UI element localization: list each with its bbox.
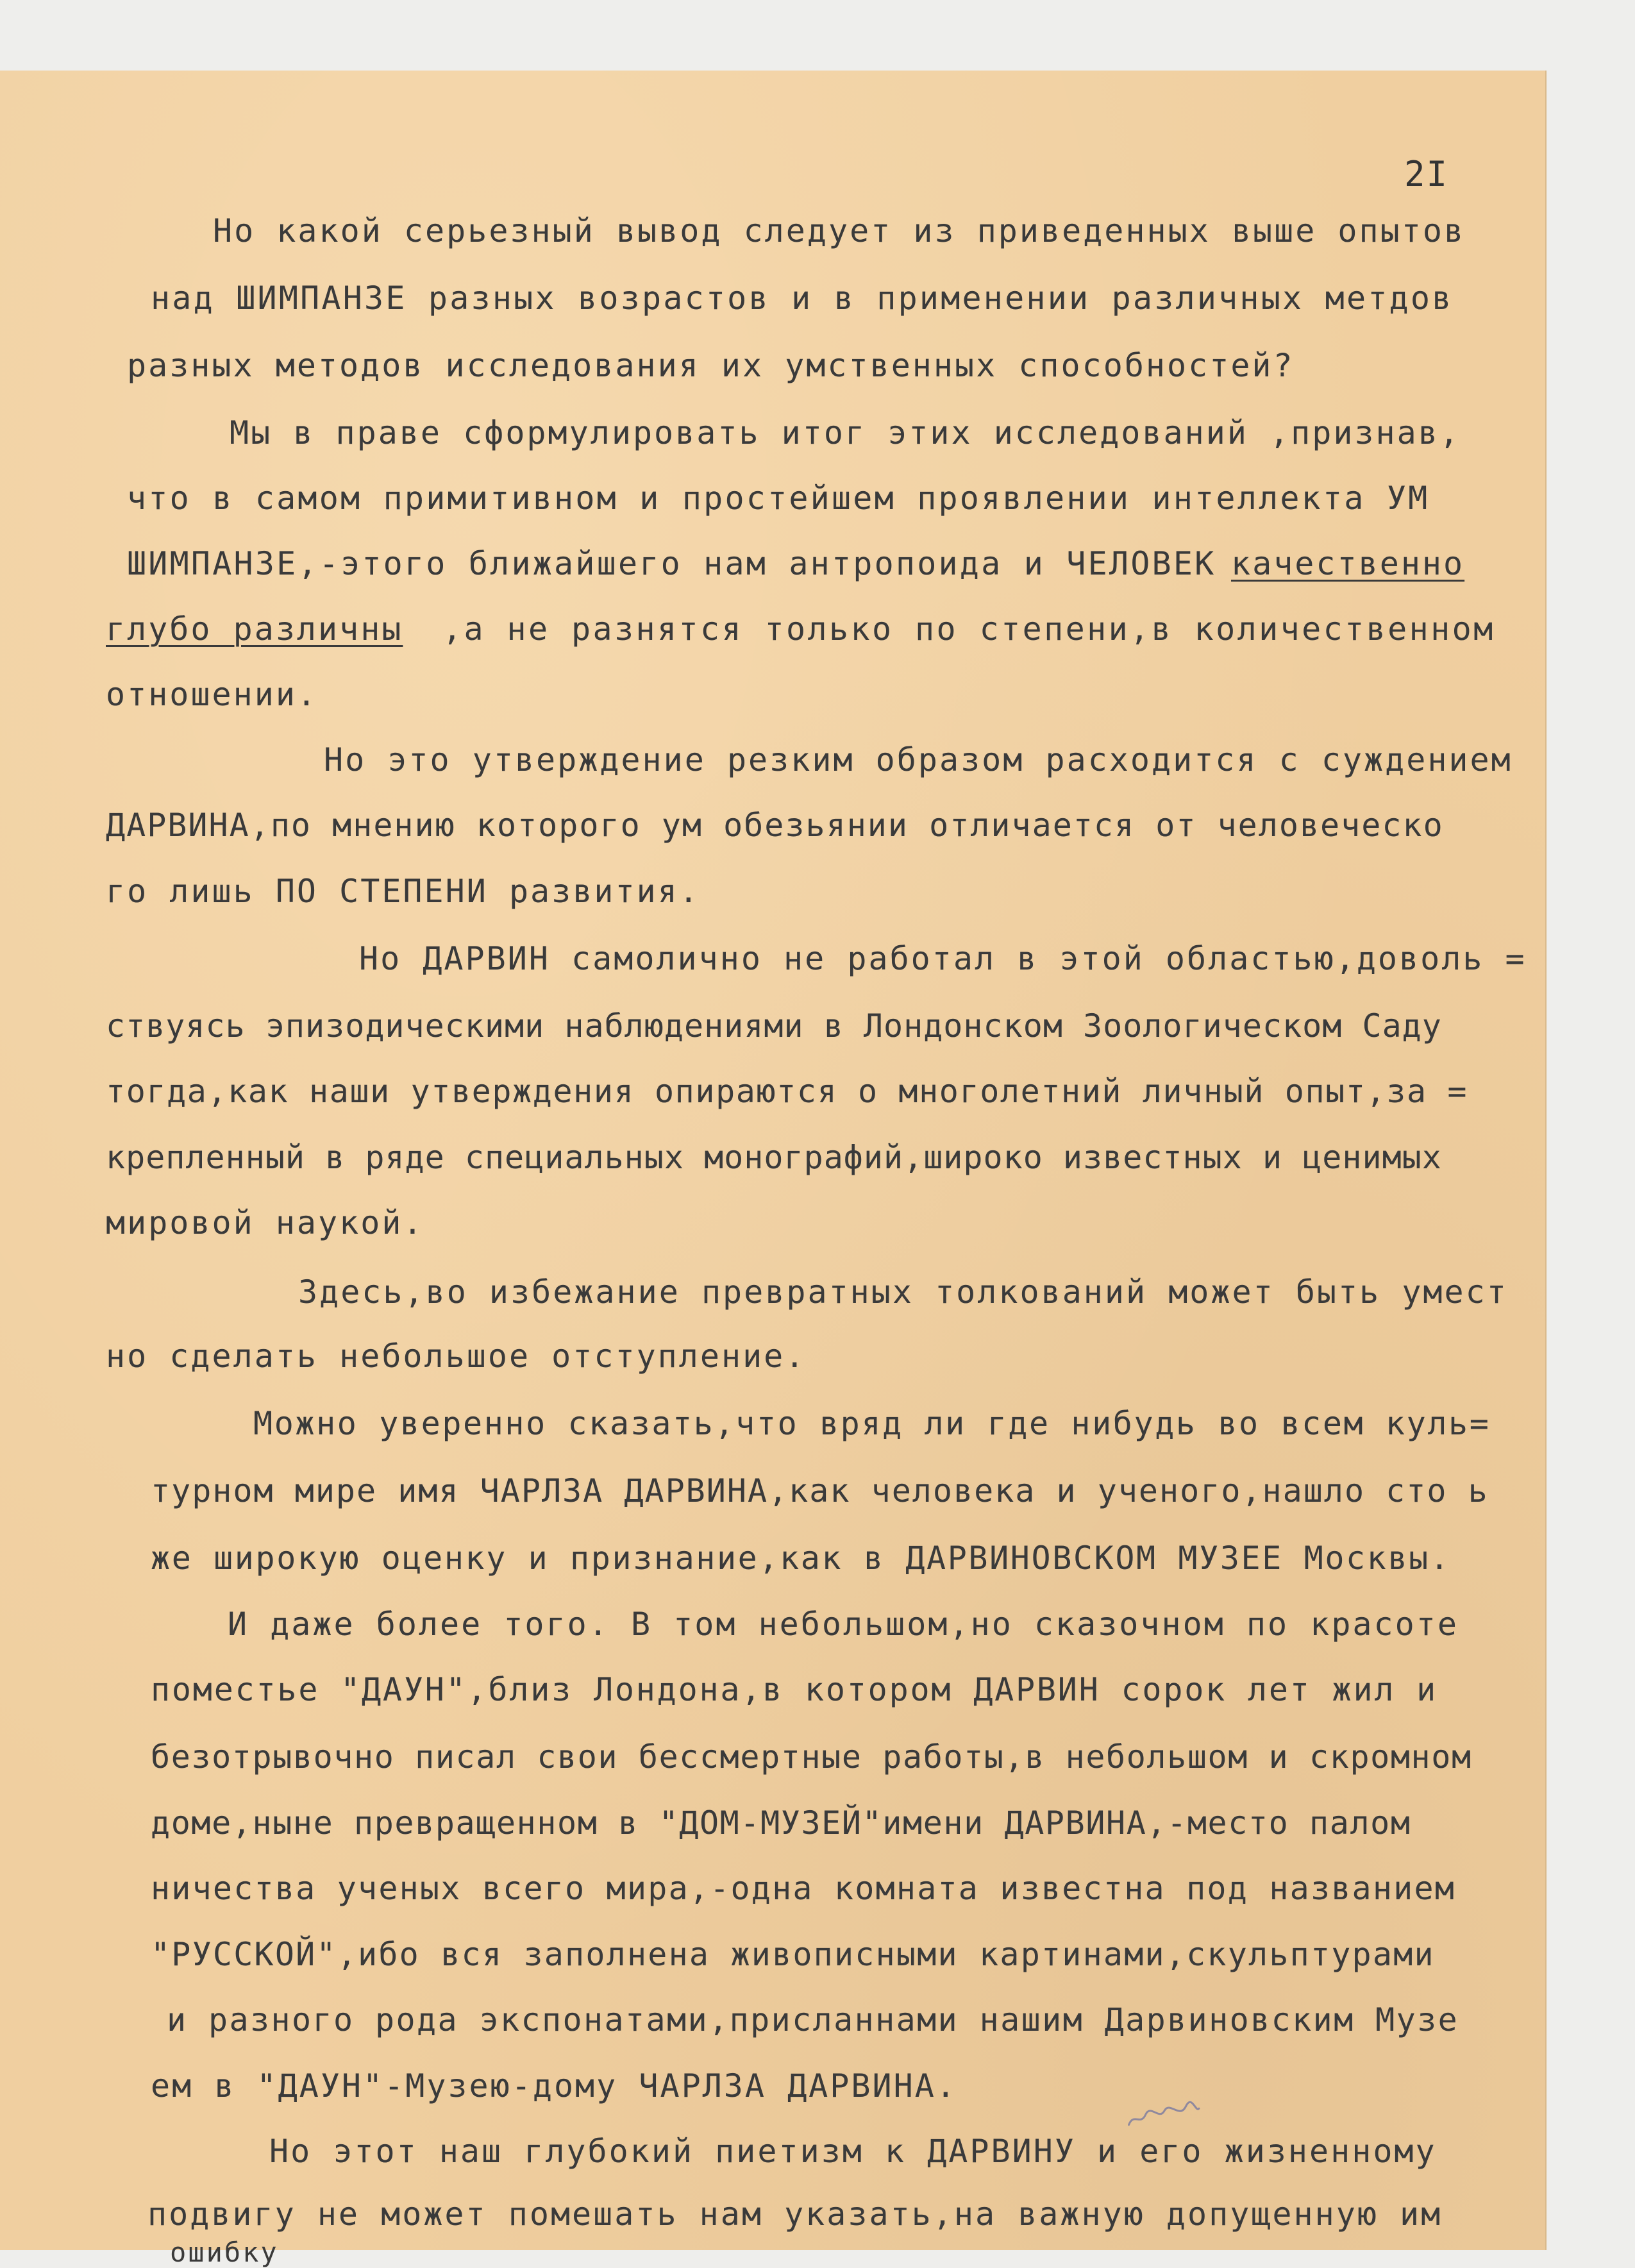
text-line: же широкую оценку и признание,как в ДАРВИНОВСКОМ МУЗЕЕ Москвы. [151,1540,1451,1577]
typewritten-page [0,71,1545,2268]
text-line: ДАРВИНА,по мнению которого ум обезьянии отличается от человеческо [106,807,1444,844]
text-line: турном мире имя ЧАРЛЗА ДАРВИНА,как человека и ученого,нашло сто ь [151,1472,1489,1509]
text-line: безотрывочно писал свои бессмертные работы,в небольшом и скромном [151,1738,1472,1776]
text-line: подвигу не может помешать нам указать,на важную допущенную им [147,2196,1443,2233]
text-line: "РУССКОЙ",ибо вся заполнена живописными картинами,скульптурами [151,1936,1435,1973]
pencil-annotation-icon [1124,2098,1203,2133]
underlined-phrase: качественно [1231,545,1465,582]
text-line: крепленный в ряде специальных монографий,широко известных и ценимых [106,1139,1442,1176]
text-line: Мы в праве сформулировать итог этих исследований ,признав, [230,414,1461,451]
underlined-phrase: глубо различны [106,610,403,648]
text-line: но сделать небольшое отступление. [106,1338,807,1375]
page-number: 2I [1404,154,1449,194]
text-line: И даже более того. В том небольшом,но сказочном по красоте [228,1606,1459,1643]
text-line: доме,ныне превращенном в "ДОМ-МУЗЕЙ"имени ДАРВИНА,-место палом [151,1804,1411,1842]
text-line: Здесь,во избежание превратных толкований может быть умест [298,1273,1508,1311]
text-line: ем в "ДАУН"-Музею-дому ЧАРЛЗА ДАРВИНА. [151,2067,957,2104]
text-line: ,а не разнятся только по степени,в количественном [442,610,1495,648]
text-line: что в самом примитивном и простейшем проявлении интеллекта УМ [127,480,1430,517]
text-line: отношении. [106,676,319,713]
text-line: мировой наукой. [106,1204,424,1241]
text-line: Но какой серьезный вывод следует из приведенных выше опытов [213,212,1466,249]
text-line: ошибку [170,2237,279,2268]
text-line: тогда,как наши утверждения опираются о многолетний личный опыт,за = [106,1073,1468,1110]
text-line: Но ДАРВИН самолично не работал в этой областью,доволь = [359,940,1527,977]
text-line: Но этот наш глубокий пиетизм к ДАРВИНУ и его жизненному [269,2133,1437,2170]
text-line: ничества ученых всего мира,-одна комната известна под названием [151,1870,1456,1907]
text-line: и разного рода экспонатами,присланнами нашим Дарвиновским Музе [167,2001,1459,2038]
text-line: Но это утверждение резким образом расходится с суждением [324,741,1513,778]
text-line: над ШИМПАНЗЕ разных возрастов и в применении различных метдов [151,280,1454,317]
text-line: разных методов исследования их умственных способностей? [127,347,1295,384]
text-line: ствуясь эпизодическими наблюдениями в Лондонском Зоологическом Саду [106,1007,1442,1045]
text-line: поместье "ДАУН",близ Лондона,в котором ДАРВИН сорок лет жил и [151,1671,1438,1708]
text-line: Можно уверенно сказать,что вряд ли где нибудь во всем куль= [253,1405,1491,1442]
text-line: го лишь ПО СТЕПЕНИ развития. [106,873,700,910]
text-line: ШИМПАНЗЕ,-этого ближайшего нам антропоида и ЧЕЛОВЕК [127,545,1216,582]
